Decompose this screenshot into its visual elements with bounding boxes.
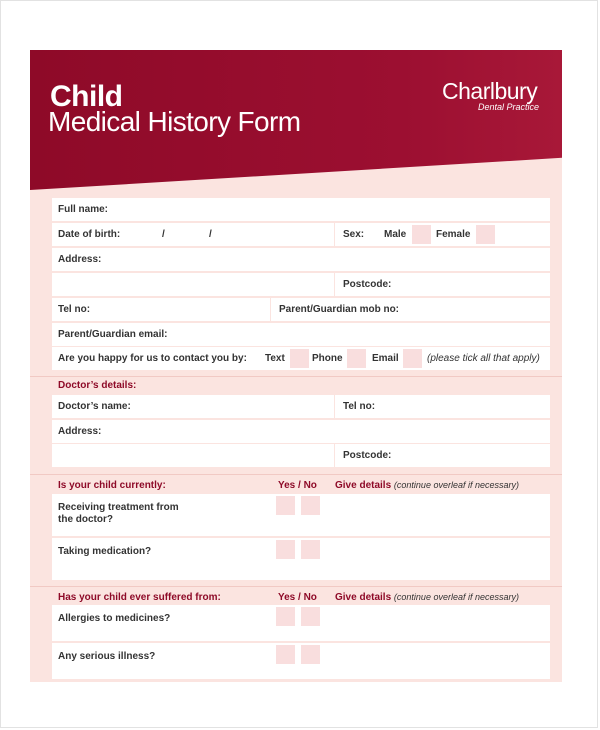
- contact-phone-label: Phone: [312, 353, 343, 364]
- male-label: Male: [384, 229, 407, 240]
- divider: [270, 298, 271, 321]
- illness-no-box[interactable]: [301, 645, 320, 664]
- contact-phone-checkbox[interactable]: [347, 349, 366, 368]
- doctor-address-field[interactable]: [52, 420, 550, 443]
- treatment-line: Receiving treatment from: [58, 502, 179, 513]
- guardian-email-field[interactable]: [52, 323, 550, 346]
- medication-yes-box[interactable]: [276, 540, 295, 559]
- dob-separator: /: [162, 229, 165, 240]
- postcode-label: Postcode:: [343, 279, 392, 290]
- allergies-no-box[interactable]: [301, 607, 320, 626]
- give-details-label: Give details: [335, 480, 392, 491]
- divider: [334, 444, 335, 467]
- medication-no-box[interactable]: [301, 540, 320, 559]
- allergies-yes-box[interactable]: [276, 607, 295, 626]
- contact-preference-row: [52, 347, 550, 370]
- treatment-question: [58, 502, 179, 526]
- doctor-tel-label: Tel no:: [343, 401, 376, 412]
- contact-note: (please tick all that apply): [427, 353, 540, 364]
- section-separator: [30, 376, 562, 377]
- doctor-name-label: Doctor’s name:: [58, 401, 131, 412]
- form-title: Child: [50, 80, 123, 113]
- form-sheet: [30, 50, 562, 682]
- section-separator: [30, 586, 562, 587]
- full-name-field[interactable]: [52, 198, 550, 221]
- dob-sex-row: [52, 223, 550, 246]
- allergies-row: [52, 605, 550, 641]
- treatment-no-box[interactable]: [301, 496, 320, 515]
- suffered-details-heading: [335, 592, 519, 603]
- contact-email-checkbox[interactable]: [403, 349, 422, 368]
- sex-label: Sex:: [343, 229, 365, 240]
- doctor-postcode-label: Postcode:: [343, 450, 392, 461]
- form-subtitle: Medical History Form: [48, 106, 301, 137]
- contact-text-label: Text: [265, 353, 285, 364]
- give-details-label: Give details: [335, 592, 392, 603]
- illness-yes-box[interactable]: [276, 645, 295, 664]
- dob-label: Date of birth:: [58, 229, 121, 240]
- suffered-section-heading: Has your child ever suffered from:: [58, 592, 221, 603]
- guardian-mob-label: Parent/Guardian mob no:: [279, 304, 400, 315]
- doctor-postcode-row: [52, 444, 550, 467]
- currently-details-heading: [335, 480, 519, 491]
- continue-note: (continue overleaf if necessary): [393, 592, 519, 602]
- contact-email-label: Email: [372, 353, 399, 364]
- treatment-yes-box[interactable]: [276, 496, 295, 515]
- doctor-name-row: [52, 395, 550, 418]
- section-separator: [30, 474, 562, 475]
- dob-separator: /: [209, 229, 212, 240]
- medication-row: [52, 538, 550, 580]
- divider: [334, 273, 335, 296]
- female-label: Female: [436, 229, 471, 240]
- doctor-section-heading: Doctor’s details:: [58, 380, 137, 391]
- treatment-row: [52, 494, 550, 536]
- guardian-email-label: Parent/Guardian email:: [58, 329, 168, 340]
- allergies-question: Allergies to medicines?: [58, 613, 171, 624]
- contact-question: Are you happy for us to contact you by:: [58, 353, 247, 364]
- postcode-row: [52, 273, 550, 296]
- illness-question: Any serious illness?: [58, 651, 156, 662]
- female-checkbox[interactable]: [476, 225, 495, 244]
- contact-text-checkbox[interactable]: [290, 349, 309, 368]
- currently-section-heading: Is your child currently:: [58, 480, 166, 491]
- divider: [334, 395, 335, 418]
- full-name-label: Full name:: [58, 204, 109, 215]
- tel-row: [52, 298, 550, 321]
- continue-note: (continue overleaf if necessary): [393, 480, 519, 490]
- address-label: Address:: [58, 254, 102, 265]
- suffered-yes-no-heading: Yes / No: [278, 592, 317, 603]
- illness-row: [52, 643, 550, 679]
- male-checkbox[interactable]: [412, 225, 431, 244]
- medication-question: Taking medication?: [58, 546, 152, 557]
- address-field[interactable]: [52, 248, 550, 271]
- currently-yes-no-heading: Yes / No: [278, 480, 317, 491]
- tel-label: Tel no:: [58, 304, 91, 315]
- divider: [334, 223, 335, 246]
- treatment-line: the doctor?: [58, 514, 113, 525]
- logo-name: Charlbury: [442, 78, 538, 104]
- logo-tagline: Dental Practice: [478, 102, 540, 112]
- doctor-address-label: Address:: [58, 426, 102, 437]
